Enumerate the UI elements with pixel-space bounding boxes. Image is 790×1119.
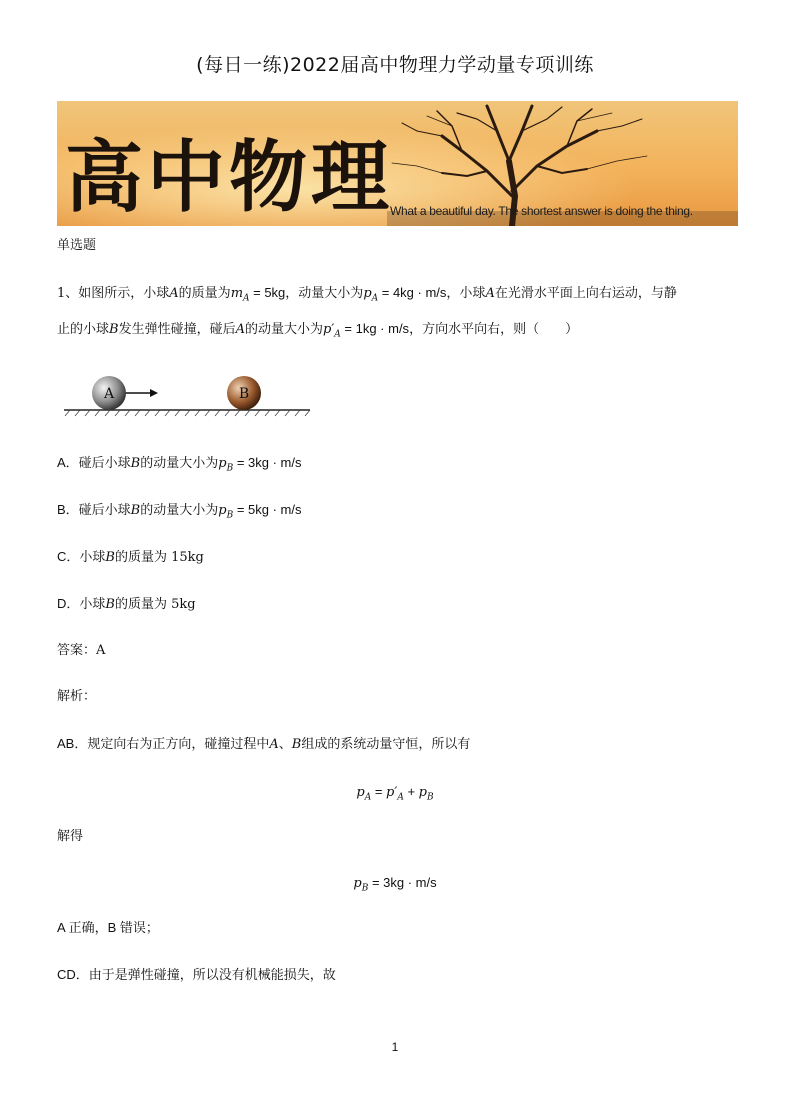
option-text: C．小球 [57, 549, 106, 564]
math-value: = 4kg · m/s [378, 285, 447, 300]
math-symbol: p [353, 876, 362, 891]
option-c [57, 548, 204, 567]
math-symbol: p [418, 785, 427, 800]
math-symbol: p [363, 286, 372, 301]
option-a [57, 454, 301, 478]
question-text: 的质量为 [178, 286, 231, 301]
var-b: B [105, 550, 115, 565]
ball-b-label: B [238, 386, 250, 402]
figure-graphic [62, 370, 312, 420]
math-symbol: p [356, 785, 365, 800]
question-text: ，动量大小为 [285, 286, 364, 301]
analysis-text: 组成的系统动量守恒，所以有 [301, 737, 471, 752]
math-symbol: p′ [386, 785, 398, 800]
section-label: 单选题 [57, 238, 97, 253]
var-a: A [269, 737, 279, 752]
var-a: A [485, 286, 495, 301]
var-b: B [291, 737, 302, 752]
question-line-2 [57, 320, 578, 344]
analysis-cd [57, 966, 336, 985]
analysis-ab [57, 735, 470, 754]
option-text: 的质量为 5kg [114, 597, 196, 612]
solve-label: 解得 [57, 829, 84, 844]
var-b: B [130, 456, 141, 471]
ball-a-label: A [103, 386, 115, 402]
option-text: 的质量为 15kg [114, 550, 204, 565]
var-a: A [235, 322, 245, 337]
plus-sign: + [403, 784, 419, 799]
math-value: = 3kg · m/s [368, 875, 437, 890]
conclusion-text: A 正确，B 错误； [57, 920, 159, 935]
math-subscript: B [226, 510, 234, 521]
math-subscript: A [397, 792, 404, 803]
option-text: D．小球 [57, 596, 106, 611]
question-text: 1、如图所示，小球 [57, 286, 170, 301]
equals-sign: = [371, 784, 387, 799]
option-text: A．碰后小球 [57, 455, 131, 470]
question-text: ，小球 [446, 286, 486, 301]
banner-tagline: What a beautiful day. The shortest answer is doing the thing. [390, 204, 693, 218]
question-line-1 [57, 284, 677, 308]
math-value: = 5kg [249, 285, 286, 300]
var-b: B [130, 503, 141, 518]
ground-hatch [65, 410, 310, 416]
option-b [57, 501, 301, 525]
document-title: (每日一练)2022届高中物理力学动量专项训练 [196, 54, 594, 76]
collision-figure [62, 370, 312, 420]
math-value: = 5kg · m/s [233, 502, 302, 517]
math-subscript: B [361, 883, 369, 894]
conclusion [57, 919, 159, 938]
analysis-text: AB．规定向右为正方向，碰撞过程中 [57, 736, 270, 751]
equation-momentum-conservation [0, 783, 790, 807]
math-subscript: A [371, 293, 379, 304]
separator: 、 [278, 737, 292, 752]
var-b: B [105, 597, 115, 612]
equation-result [0, 874, 790, 898]
option-text: 的动量大小为 [140, 456, 219, 471]
math-subscript: A [243, 293, 250, 304]
question-text: 的动量大小为 [244, 322, 323, 337]
math-symbol: p [218, 503, 227, 518]
math-subscript: A [334, 329, 341, 340]
math-value: = 3kg · m/s [233, 455, 302, 470]
math-symbol: p′ [323, 322, 335, 337]
var-a: A [169, 286, 179, 301]
math-symbol: p [218, 456, 227, 471]
analysis-text: CD．由于是弹性碰撞，所以没有机械能损失，故 [57, 967, 336, 982]
page-number: 1 [391, 1040, 399, 1054]
answer: 答案：A [57, 643, 106, 658]
question-text: ，方向水平向右，则（ ） [409, 322, 579, 337]
math-subscript: A [364, 792, 372, 803]
math-subscript: B [426, 792, 434, 803]
option-text: B．碰后小球 [57, 502, 131, 517]
arrow-head-icon [150, 389, 158, 397]
math-symbol: m [230, 286, 244, 301]
math-subscript: B [226, 463, 234, 474]
option-d [57, 595, 196, 614]
option-text: 的动量大小为 [140, 503, 219, 518]
banner-heading: 高中物理 [65, 132, 394, 223]
question-text: 在光滑水平面上向右运动，与静 [494, 286, 677, 301]
analysis-label: 解析： [57, 689, 97, 704]
question-text: 发生弹性碰撞，碰后 [118, 322, 236, 337]
banner-image [57, 101, 738, 226]
question-text: 止的小球 [57, 322, 110, 337]
var-b: B [109, 322, 119, 337]
math-value: = 1kg · m/s [340, 321, 410, 336]
